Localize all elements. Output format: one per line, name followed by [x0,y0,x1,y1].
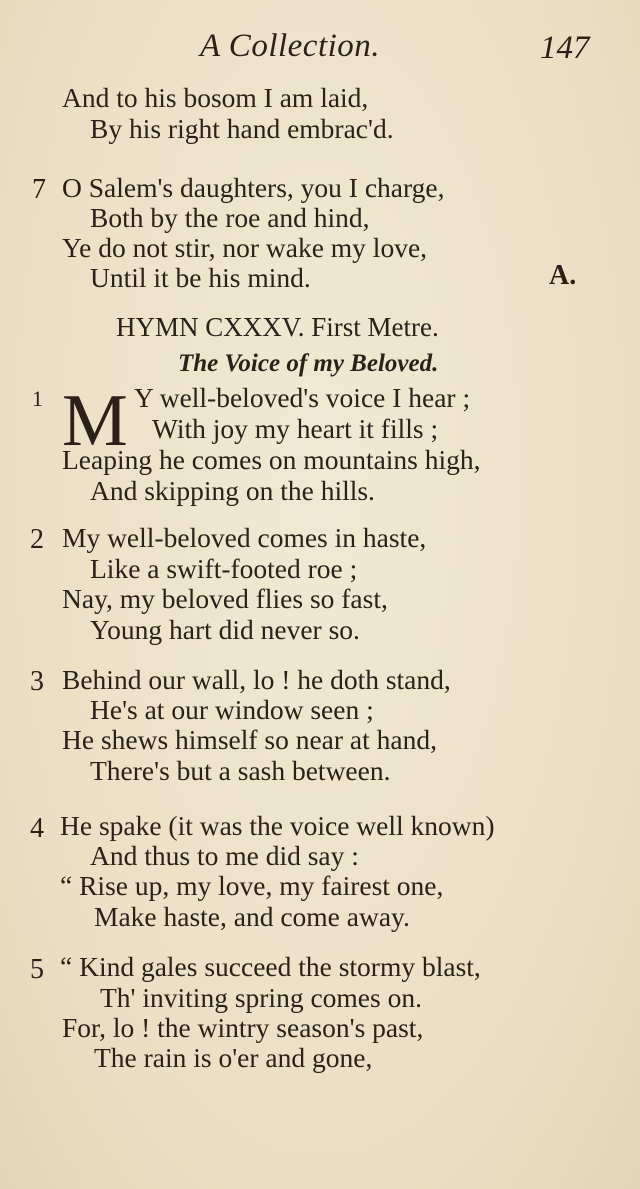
page-number: 147 [540,30,590,66]
verse-line: And thus to me did say : [90,840,359,871]
stanza-number: 2 [30,524,44,555]
drop-cap: M [62,380,128,462]
stanza-number: 5 [30,954,44,985]
verse-line: Behind our wall, lo ! he doth stand, [62,664,451,695]
stanza-number: 3 [30,666,44,697]
stanza-number: 7 [32,174,46,205]
hymn-subtitle: The Voice of my Beloved. [178,350,439,377]
catchword: A. [549,260,577,291]
verse-line: Nay, my beloved flies so fast, [62,583,388,614]
verse-line: Th' inviting spring comes on. [100,982,422,1013]
verse-line: With joy my heart it fills ; [152,413,439,444]
stanza-number: 1 [32,386,43,411]
verse-line: Make haste, and come away. [94,901,410,932]
verse-line: Y well-beloved's voice I hear ; [134,382,471,413]
verse-line: My well-beloved comes in haste, [62,522,427,553]
verse-line: Young hart did never so. [90,614,360,645]
stanza-number: 4 [30,813,44,844]
verse-line: By his right hand embrac'd. [90,113,394,144]
verse-line: “ Kind gales succeed the stormy blast, [60,951,481,982]
verse-line: Leaping he comes on mountains high, [62,444,481,475]
verse-line: Both by the roe and hind, [90,202,370,233]
verse-line: O Salem's daughters, you I charge, [62,172,445,203]
verse-line: For, lo ! the wintry season's past, [62,1012,424,1043]
verse-line: Ye do not stir, nor wake my love, [62,232,428,263]
verse-line: “ Rise up, my love, my fairest one, [60,870,444,901]
verse-line: And skipping on the hills. [90,475,375,506]
verse-line: He shews himself so near at hand, [62,724,437,755]
verse-line: And to his bosom I am laid, [62,82,369,113]
verse-line: There's but a sash between. [90,755,391,786]
verse-line: The rain is o'er and gone, [94,1042,373,1073]
hymn-title: HYMN CXXXV. First Metre. [116,312,439,342]
verse-line: He spake (it was the voice well known) [60,810,495,841]
verse-line: Like a swift-footed roe ; [90,553,358,584]
verse-line: He's at our window seen ; [90,694,374,725]
running-head: A Collection. [200,28,381,64]
verse-line: Until it be his mind. [90,262,311,293]
